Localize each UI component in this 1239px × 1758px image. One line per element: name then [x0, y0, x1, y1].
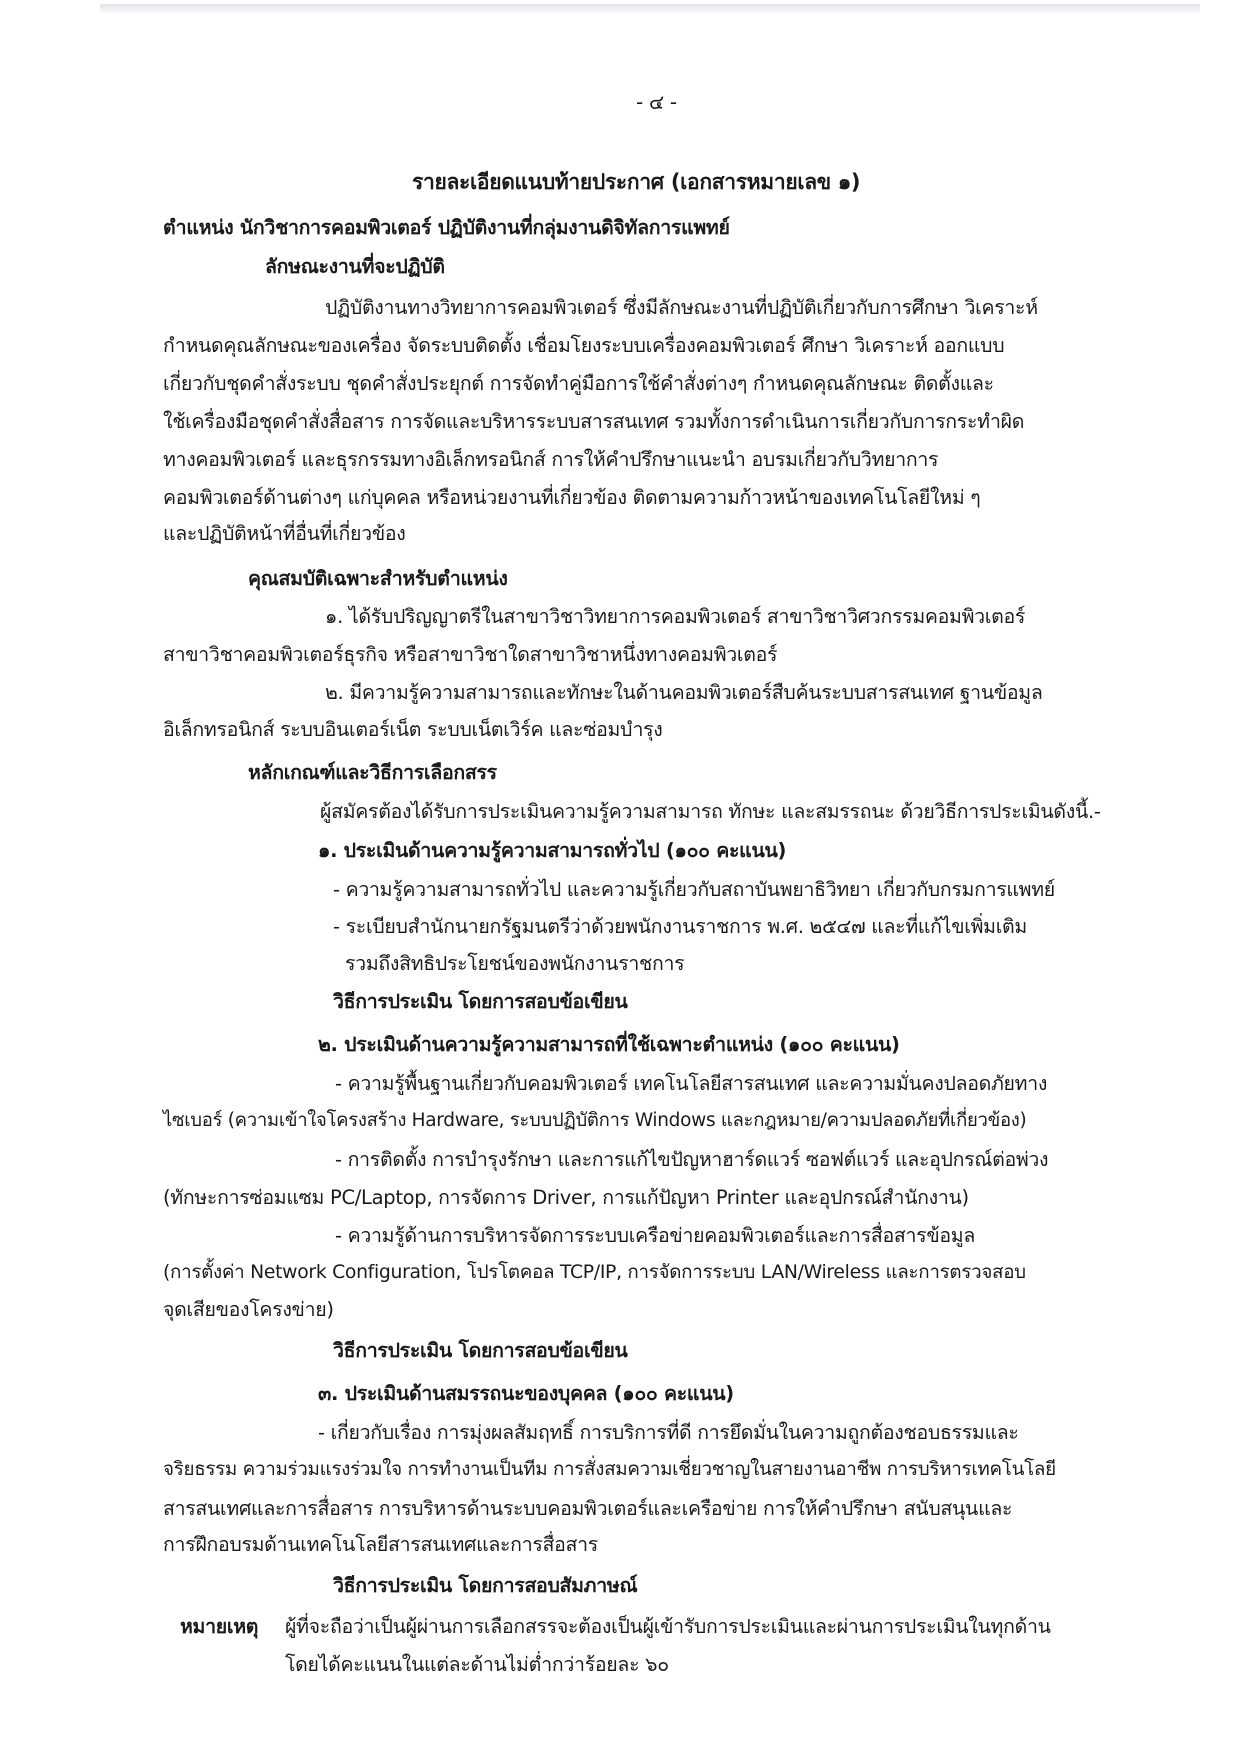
selection-intro: ผู้สมัครต้องได้รับการประเมินความรู้ความสามารถ ทักษะ และสมรรถนะ ด้วยวิธีการประเมินดังนี้.-	[320, 800, 1101, 823]
qualification-line: สาขาวิชาคอมพิวเตอร์ธุรกิจ หรือสาขาวิชาใดสาขาวิชาหนึ่งทางคอมพิวเตอร์	[163, 643, 778, 666]
assessment-heading: ๓. ประเมินด้านสมรรถนะของบุคคล (๑๐๐ คะแนน)	[318, 1382, 734, 1405]
duties-line: และปฏิบัติหน้าที่อื่นที่เกี่ยวข้อง	[163, 522, 406, 545]
note-line: โดยได้คะแนนในแต่ละด้านไม่ต่ำกว่าร้อยละ ๖๐	[285, 1653, 669, 1676]
assessment-line: สารสนเทศและการสื่อสาร การบริหารด้านระบบคอมพิวเตอร์และเครือข่าย การให้คำปรึกษา สนับสนุนและ	[163, 1497, 1013, 1520]
qualification-line: อิเล็กทรอนิกส์ ระบบอินเตอร์เน็ต ระบบเน็ตเวิร์ค และซ่อมบำรุง	[163, 718, 663, 741]
duties-line: เกี่ยวกับชุดคำสั่งระบบ ชุดคำสั่งประยุกต์ การจัดทำคู่มือการใช้คำสั่งต่างๆ กำหนดคุณลักษณะ ติดตั้งและ	[163, 372, 994, 395]
assessment-line: - การติดตั้ง การบำรุงรักษา และการแก้ไขปัญหาฮาร์ดแวร์ ซอฟต์แวร์ และอุปกรณ์ต่อพ่วง	[335, 1148, 1049, 1171]
assessment-line: ไซเบอร์ (ความเข้าใจโครงสร้าง Hardware, ระบบปฏิบัติการ Windows และกฎหมาย/ความปลอดภัยที่เกี่ยวข้อง)	[163, 1110, 1027, 1131]
assessment-heading: ๒. ประเมินด้านความรู้ความสามารถที่ใช้เฉพาะตำแหน่ง (๑๐๐ คะแนน)	[318, 1033, 900, 1056]
note-label: หมายเหตุ	[180, 1615, 259, 1638]
assessment-line: การฝึกอบรมด้านเทคโนโลยีสารสนเทศและการสื่อสาร	[163, 1533, 598, 1556]
assessment-method: วิธีการประเมิน โดยการสอบสัมภาษณ์	[333, 1574, 638, 1597]
position-heading: ตำแหน่ง นักวิชาการคอมพิวเตอร์ ปฏิบัติงานที่กลุ่มงานดิจิทัลการแพทย์	[163, 216, 730, 239]
assessment-heading: ๑. ประเมินด้านความรู้ความสามารถทั่วไป (๑๐๐ คะแนน)	[318, 839, 787, 862]
note-line: ผู้ที่จะถือว่าเป็นผู้ผ่านการเลือกสรรจะต้องเป็นผู้เข้ารับการประเมินและผ่านการประเมินในทุกด้าน	[285, 1615, 1051, 1638]
duties-line: ทางคอมพิวเตอร์ และธุรกรรมทางอิเล็กทรอนิกส์ การให้คำปรึกษาแนะนำ อบรมเกี่ยวกับวิทยาการ	[163, 448, 939, 471]
assessment-line: (การตั้งค่า Network Configuration, โปรโตคอล TCP/IP, การจัดการระบบ LAN/Wireless และการตรวจสอบ	[163, 1262, 1026, 1283]
qualifications-heading: คุณสมบัติเฉพาะสำหรับตำแหน่ง	[248, 567, 508, 590]
assessment-line: - เกี่ยวกับเรื่อง การมุ่งผลสัมฤทธิ์ การบริการที่ดี การยึดมั่นในความถูกต้องชอบธรรมและ	[318, 1421, 1019, 1444]
selection-heading: หลักเกณฑ์และวิธีการเลือกสรร	[248, 761, 497, 784]
duties-line: ปฏิบัติงานทางวิทยาการคอมพิวเตอร์ ซึ่งมีลักษณะงานที่ปฏิบัติเกี่ยวกับการศึกษา วิเคราะห์	[325, 296, 1038, 319]
assessment-line: รวมถึงสิทธิประโยชน์ของพนักงานราชการ	[345, 952, 685, 975]
assessment-line: - ระเบียบสำนักนายกรัฐมนตรีว่าด้วยพนักงานราชการ พ.ศ. ๒๕๔๗ และที่แก้ไขเพิ่มเติม	[333, 915, 1027, 938]
assessment-line: (ทักษะการซ่อมแซม PC/Laptop, การจัดการ Driver, การแก้ปัญหา Printer และอุปกรณ์สำนักงาน)	[163, 1186, 969, 1209]
assessment-line: - ความรู้ความสามารถทั่วไป และความรู้เกี่ยวกับสถาบันพยาธิวิทยา เกี่ยวกับกรมการแพทย์	[333, 878, 1055, 901]
assessment-method: วิธีการประเมิน โดยการสอบข้อเขียน	[333, 990, 628, 1013]
assessment-method: วิธีการประเมิน โดยการสอบข้อเขียน	[333, 1339, 628, 1362]
duties-line: กำหนดคุณลักษณะของเครื่อง จัดระบบติดตั้ง เชื่อมโยงระบบเครื่องคอมพิวเตอร์ ศึกษา วิเคราะห์ ออกแบบ	[163, 334, 1005, 357]
scan-edge-shadow	[100, 4, 1200, 14]
duties-line: คอมพิวเตอร์ด้านต่างๆ แก่บุคคล หรือหน่วยงานที่เกี่ยวข้อง ติดตามความก้าวหน้าของเทคโนโลยีใหม่ ๆ	[163, 486, 981, 509]
assessment-line: - ความรู้ด้านการบริหารจัดการระบบเครือข่ายคอมพิวเตอร์และการสื่อสารข้อมูล	[335, 1224, 975, 1247]
qualification-line: ๑. ได้รับปริญญาตรีในสาขาวิชาวิทยาการคอมพิวเตอร์ สาขาวิชาวิศวกรรมคอมพิวเตอร์	[325, 605, 1026, 628]
assessment-line: จุดเสียของโครงข่าย)	[163, 1298, 334, 1321]
duties-line: ใช้เครื่องมือชุดคำสั่งสื่อสาร การจัดและบริหารระบบสารสนเทศ รวมทั้งการดำเนินการเกี่ยวกับการกระทำผิด	[163, 410, 1025, 433]
assessment-line: จริยธรรม ความร่วมแรงร่วมใจ การทำงานเป็นทีม การสั่งสมความเชี่ยวชาญในสายงานอาชีพ การบริหารเทคโนโลยี	[163, 1459, 1056, 1480]
assessment-line: - ความรู้พื้นฐานเกี่ยวกับคอมพิวเตอร์ เทคโนโลยีสารสนเทศ และความมั่นคงปลอดภัยทาง	[335, 1072, 1048, 1095]
document-title: รายละเอียดแนบท้ายประกาศ (เอกสารหมายเลข ๑)	[412, 170, 861, 194]
duties-heading: ลักษณะงานที่จะปฏิบัติ	[265, 255, 445, 278]
qualification-line: ๒. มีความรู้ความสามารถและทักษะในด้านคอมพิวเตอร์สืบค้นระบบสารสนเทศ ฐานข้อมูล	[325, 681, 1043, 704]
page-number: - ๔ -	[636, 90, 677, 114]
